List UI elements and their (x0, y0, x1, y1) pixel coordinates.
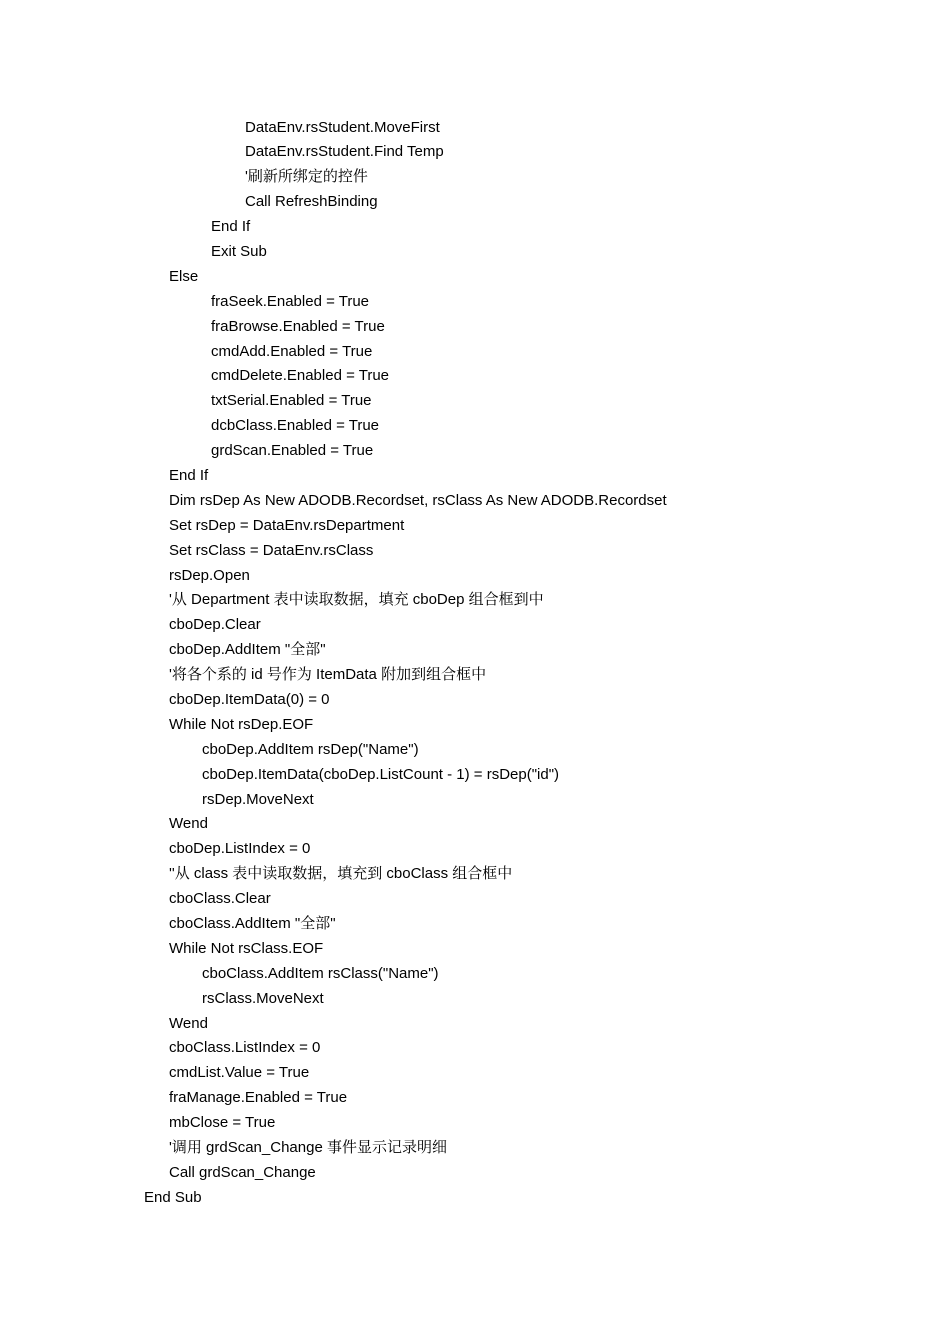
code-line: '从 Department 表中读取数据，填充 cboDep 组合框到中 (169, 591, 544, 609)
code-line: grdScan.Enabled = True (211, 442, 374, 460)
code-line: While Not rsDep.EOF (169, 715, 314, 733)
code-line: Exit Sub (211, 242, 267, 260)
code-line: cmdAdd.Enabled = True (211, 342, 373, 360)
code-line: cboClass.ListIndex = 0 (169, 1039, 321, 1057)
code-line: cboDep.ListIndex = 0 (169, 840, 311, 858)
code-line: End Sub (144, 1188, 202, 1206)
code-listing (0, 116, 950, 1211)
code-line: Call RefreshBinding (245, 193, 378, 211)
code-line: Call grdScan_Change (169, 1163, 316, 1181)
code-line: ''从 class 表中读取数据，填充到 cboClass 组合框中 (169, 865, 513, 883)
code-line: Dim rsDep As New ADODB.Recordset, rsClass As New ADODB.Recordset (169, 491, 667, 509)
code-line: DataEnv.rsStudent.MoveFirst (245, 118, 440, 136)
code-line: cboDep.Clear (169, 616, 261, 634)
code-line: End If (169, 466, 209, 484)
code-line: txtSerial.Enabled = True (211, 392, 372, 410)
code-line: cboClass.AddItem rsClass("Name") (202, 964, 439, 982)
code-line: Else (169, 267, 199, 285)
code-line: fraManage.Enabled = True (169, 1089, 348, 1107)
code-line: rsClass.MoveNext (202, 989, 324, 1007)
code-line: '将各个系的 id 号作为 ItemData 附加到组合框中 (169, 666, 487, 684)
code-line: While Not rsClass.EOF (169, 939, 324, 957)
code-line: Wend (169, 815, 208, 833)
code-line: mbClose = True (169, 1114, 276, 1132)
code-line: Set rsDep = DataEnv.rsDepartment (169, 516, 405, 534)
code-line: cboDep.ItemData(0) = 0 (169, 690, 330, 708)
code-line: cmdDelete.Enabled = True (211, 367, 390, 385)
code-line: fraBrowse.Enabled = True (211, 317, 385, 335)
code-line: dcbClass.Enabled = True (211, 417, 380, 435)
code-line: End If (211, 218, 251, 236)
code-line: Set rsClass = DataEnv.rsClass (169, 541, 374, 559)
code-line: fraSeek.Enabled = True (211, 292, 370, 310)
code-line: '调用 grdScan_Change 事件显示记录明细 (169, 1139, 447, 1157)
code-line: DataEnv.rsStudent.Find Temp (245, 143, 444, 161)
code-line: cmdList.Value = True (169, 1064, 310, 1082)
code-line: rsDep.Open (169, 566, 250, 584)
code-line: cboDep.AddItem "全部" (169, 641, 326, 659)
code-line: rsDep.MoveNext (202, 790, 314, 808)
code-line: Wend (169, 1014, 208, 1032)
code-line: cboDep.ItemData(cboDep.ListCount - 1) = rsDep("id") (202, 765, 560, 783)
code-line: cboClass.Clear (169, 890, 271, 908)
code-line: cboClass.AddItem "全部" (169, 915, 336, 932)
code-line: '刷新所绑定的控件 (245, 168, 368, 186)
code-line: cboDep.AddItem rsDep("Name") (202, 740, 419, 758)
